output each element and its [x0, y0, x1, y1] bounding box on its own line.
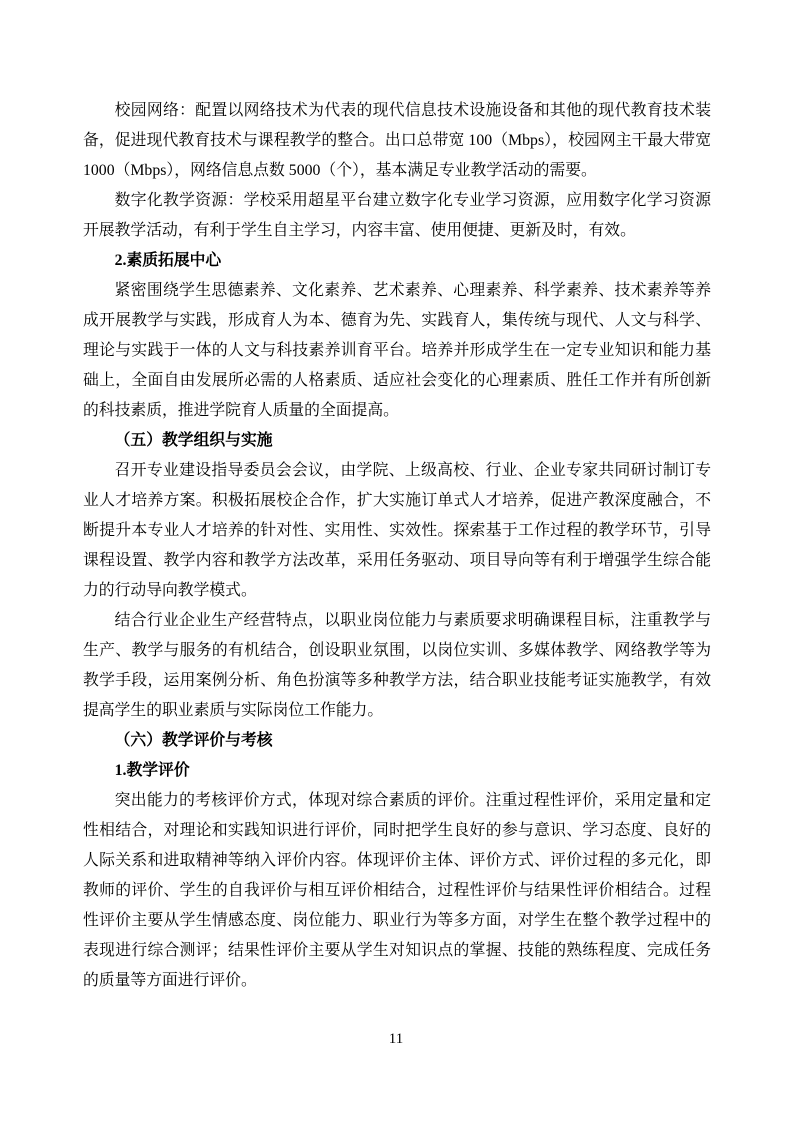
paragraph-campus-network: 校园网络：配置以网络技术为代表的现代信息技术设施设备和其他的现代教育技术装备，促进现代教育技术与课程教学的整合。出口总带宽 100（Mbps），校园网主干最大带宽 1000（Mbps），网络信息点数 5000（个），基本满足专业教学活动的需要。: [83, 102, 711, 179]
document-body: [83, 96, 711, 996]
paragraph-evaluation-methods: 突出能力的考核评价方式，体现对综合素质的评价。注重过程性评价，采用定量和定性相结合，对理论和实践知识进行评价，同时把学生良好的参与意识、学习态度、良好的人际关系和进取精神等纳入评价内容。体现评价主体、评价方式、评价过程的多元化，即教师的评价、学生的自我评价与相互评价相结合，过程性评价与结果性评价相结合。过程性评价主要从学生情感态度、岗位能力、职业行为等多方面，对学生在整个教学过程中的表现进行综合测评；结果性评价主要从学生对知识点的掌握、技能的熟练程度、完成任务的质量等方面进行评价。: [83, 792, 711, 989]
section-heading-teaching-evaluation: （六）教学评价与考核: [114, 732, 273, 749]
paragraph-digital-resources: 数字化教学资源：学校采用超星平台建立数字化专业学习资源，应用数字化学习资源开展教学活动，有利于学生自主学习，内容丰富、使用便捷、更新及时，有效。: [83, 192, 711, 239]
paragraph-quality-development: 紧密围绕学生思德素养、文化素养、艺术素养、心理素养、科学素养、技术素养等养成开展教学与实践，形成育人为本、德育为先、实践育人，集传统与现代、人文与科学、理论与实践于一体的人文与科技素养训育平台。培养并形成学生在一定专业知识和能力基础上，全面自由发展所必需的人格素质、适应社会变化的心理素质、胜任工作并有所创新的科技素质，推进学院育人质量的全面提高。: [83, 282, 711, 419]
paragraph-industry-integration: 结合行业企业生产经营特点，以职业岗位能力与素质要求明确课程目标，注重教学与生产、教学与服务的有机结合，创设职业氛围，以岗位实训、多媒体教学、网络教学等为教学手段，运用案例分析、角色扮演等多种教学方法，结合职业技能考证实施教学，有效提高学生的职业素质与实际岗位工作能力。: [83, 612, 711, 719]
page-number: 11: [388, 1031, 404, 1047]
subheading-quality-development-center: 2.素质拓展中心: [114, 252, 222, 269]
paragraph-committee-meeting: 召开专业建设指导委员会会议，由学院、上级高校、行业、企业专家共同研讨制订专业人才培养方案。积极拓展校企合作，扩大实施订单式人才培养，促进产教深度融合，不断提升本专业人才培养的针对性、实用性、实效性。探索基于工作过程的教学环节，引导课程设置、教学内容和教学方法改革，采用任务驱动、项目导向等有利于增强学生综合能力的行动导向教学模式。: [83, 462, 711, 599]
subheading-teaching-evaluation: 1.教学评价: [114, 762, 190, 779]
section-heading-teaching-organization: （五）教学组织与实施: [114, 432, 273, 449]
